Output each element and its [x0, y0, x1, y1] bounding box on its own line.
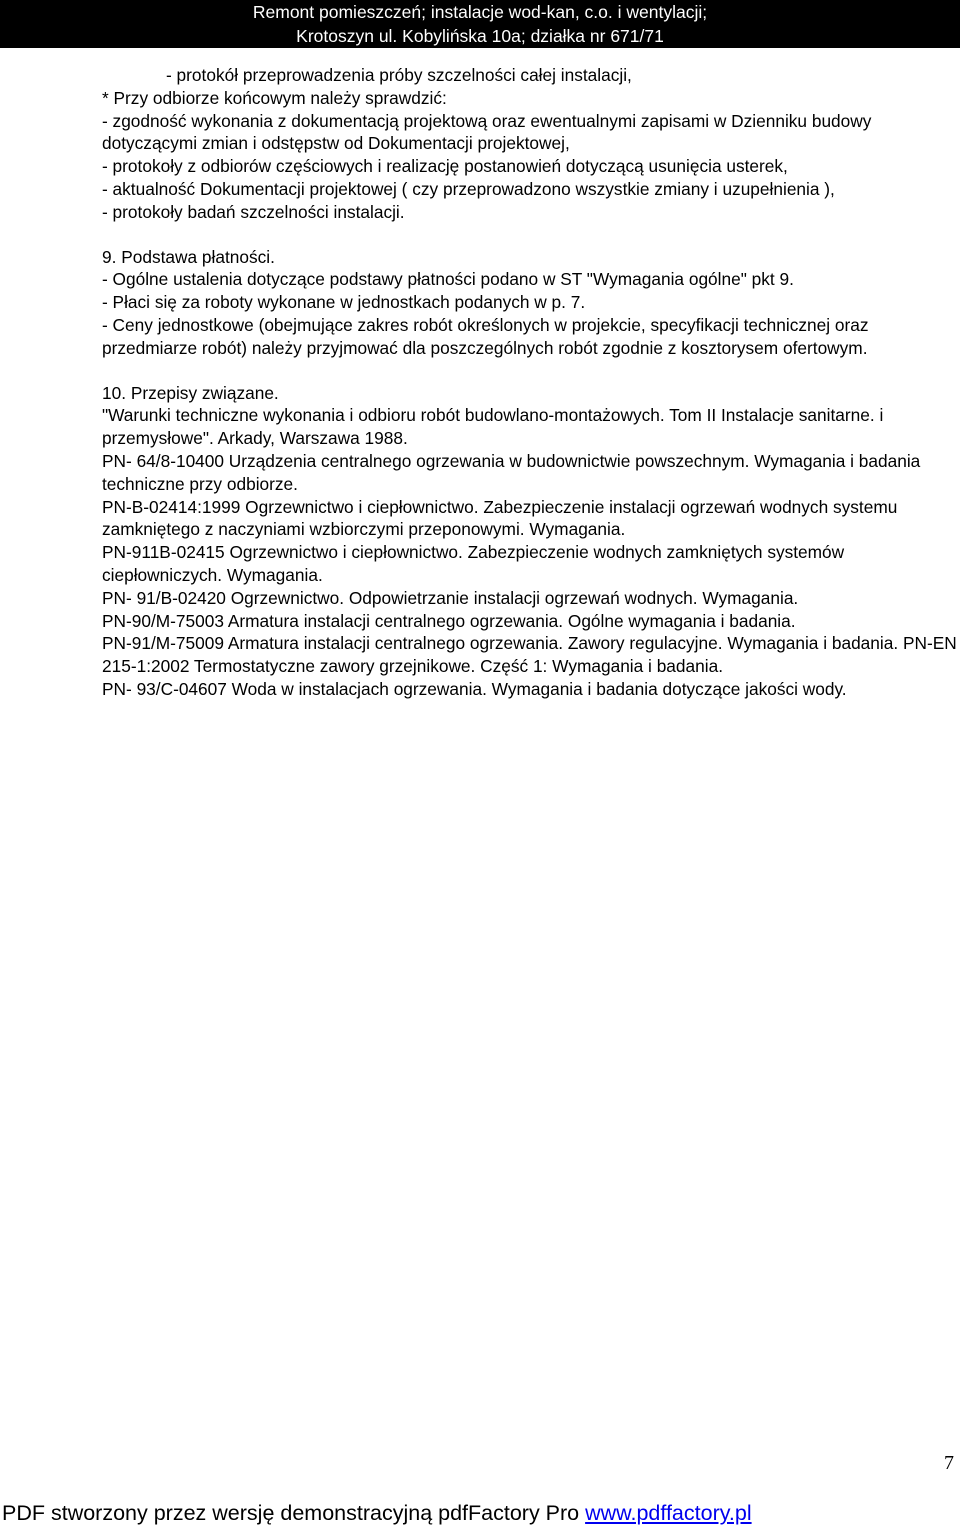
- regulation-item: PN- 93/C-04607 Woda w instalacjach ogrzewania. Wymagania i badania dotyczące jakości wody.: [102, 678, 847, 699]
- body-line: - protokół przeprowadzenia próby szczelności całej instalacji,: [166, 65, 632, 85]
- document-body: [102, 64, 958, 701]
- footer-text: PDF stworzony przez wersję demonstracyjną pdfFactory Pro: [2, 1501, 586, 1525]
- section-9-line: - Ogólne ustalenia dotyczące podstawy płatności podano w ST "Wymagania ogólne" pkt 9.: [102, 269, 794, 290]
- section-10-heading: 10. Przepisy związane.: [102, 382, 279, 403]
- pdffactory-link[interactable]: www.pdffactory.pl: [585, 1501, 752, 1525]
- regulation-item: PN-B-02414:1999 Ogrzewnictwo i ciepłownictwo. Zabezpieczenie instalacji ogrzewań wodnych systemu zamkniętego z naczyniami wzbiorczymi przeponowymi. Wymagania.: [102, 496, 898, 540]
- body-line: - aktualność Dokumentacji projektowej ( czy przeprowadzono wszystkie zmiany i uzupełnienia ),: [102, 178, 835, 199]
- page-number: 7: [944, 1452, 954, 1474]
- regulation-item: PN-911B-02415 Ogrzewnictwo i ciepłownictwo. Zabezpieczenie wodnych zamkniętych systemów ciepłowniczych. Wymagania.: [102, 542, 845, 585]
- pdf-watermark-footer: [0, 1498, 960, 1528]
- regulation-item: "Warunki techniczne wykonania i odbioru robót budowlano-montażowych. Tom II Instalacje sanitarne. i przemysłowe". Arkady, Warszawa 1988.: [102, 405, 884, 449]
- regulation-item: PN- 64/8-10400 Urządzenia centralnego ogrzewania w budownictwie powszechnym. Wymagania i badania techniczne przy odbiorze.: [102, 450, 921, 494]
- header-line-2: Krotoszyn ul. Kobylińska 10a; działka nr 671/71: [296, 26, 664, 46]
- body-line: - protokoły z odbiorów częściowych i realizację postanowień dotyczącą usunięcia usterek,: [102, 156, 788, 177]
- header-line-1: Remont pomieszczeń; instalacje wod-kan, c.o. i wentylacji;: [252, 2, 708, 22]
- page-header: [0, 0, 960, 48]
- regulation-item: PN- 91/B-02420 Ogrzewnictwo. Odpowietrzanie instalacji ogrzewań wodnych. Wymagania.: [102, 587, 799, 608]
- section-9-heading: 9. Podstawa płatności.: [102, 246, 275, 267]
- section-9-line: - Płaci się za roboty wykonane w jednostkach podanych w p. 7.: [102, 292, 586, 313]
- body-line: - protokoły badań szczelności instalacji.: [102, 201, 405, 222]
- regulation-item: PN-91/M-75009 Armatura instalacji centralnego ogrzewania. Zawory regulacyjne. Wymagania i badania. PN-EN 215-1:2002 Termostatyczne zawory grzejnikowe. Część 1: Wymagania i badania.: [102, 633, 957, 677]
- regulation-item: PN-90/M-75003 Armatura instalacji centralnego ogrzewania. Ogólne wymagania i badania.: [102, 610, 796, 631]
- body-line: * Przy odbiorze końcowym należy sprawdzić:: [102, 87, 447, 108]
- body-line: - zgodność wykonania z dokumentacją projektową oraz ewentualnymi zapisami w Dzienniku budowy dotyczącymi zmian i odstępstw od Dokumentacji projektowej,: [102, 110, 872, 154]
- section-9-line: - Ceny jednostkowe (obejmujące zakres robót określonych w projekcie, specyfikacji technicznej oraz przedmiarze robót) należy przyjmować dla poszczególnych robót zgodnie z kosztorysem ofertowym.: [102, 314, 869, 358]
